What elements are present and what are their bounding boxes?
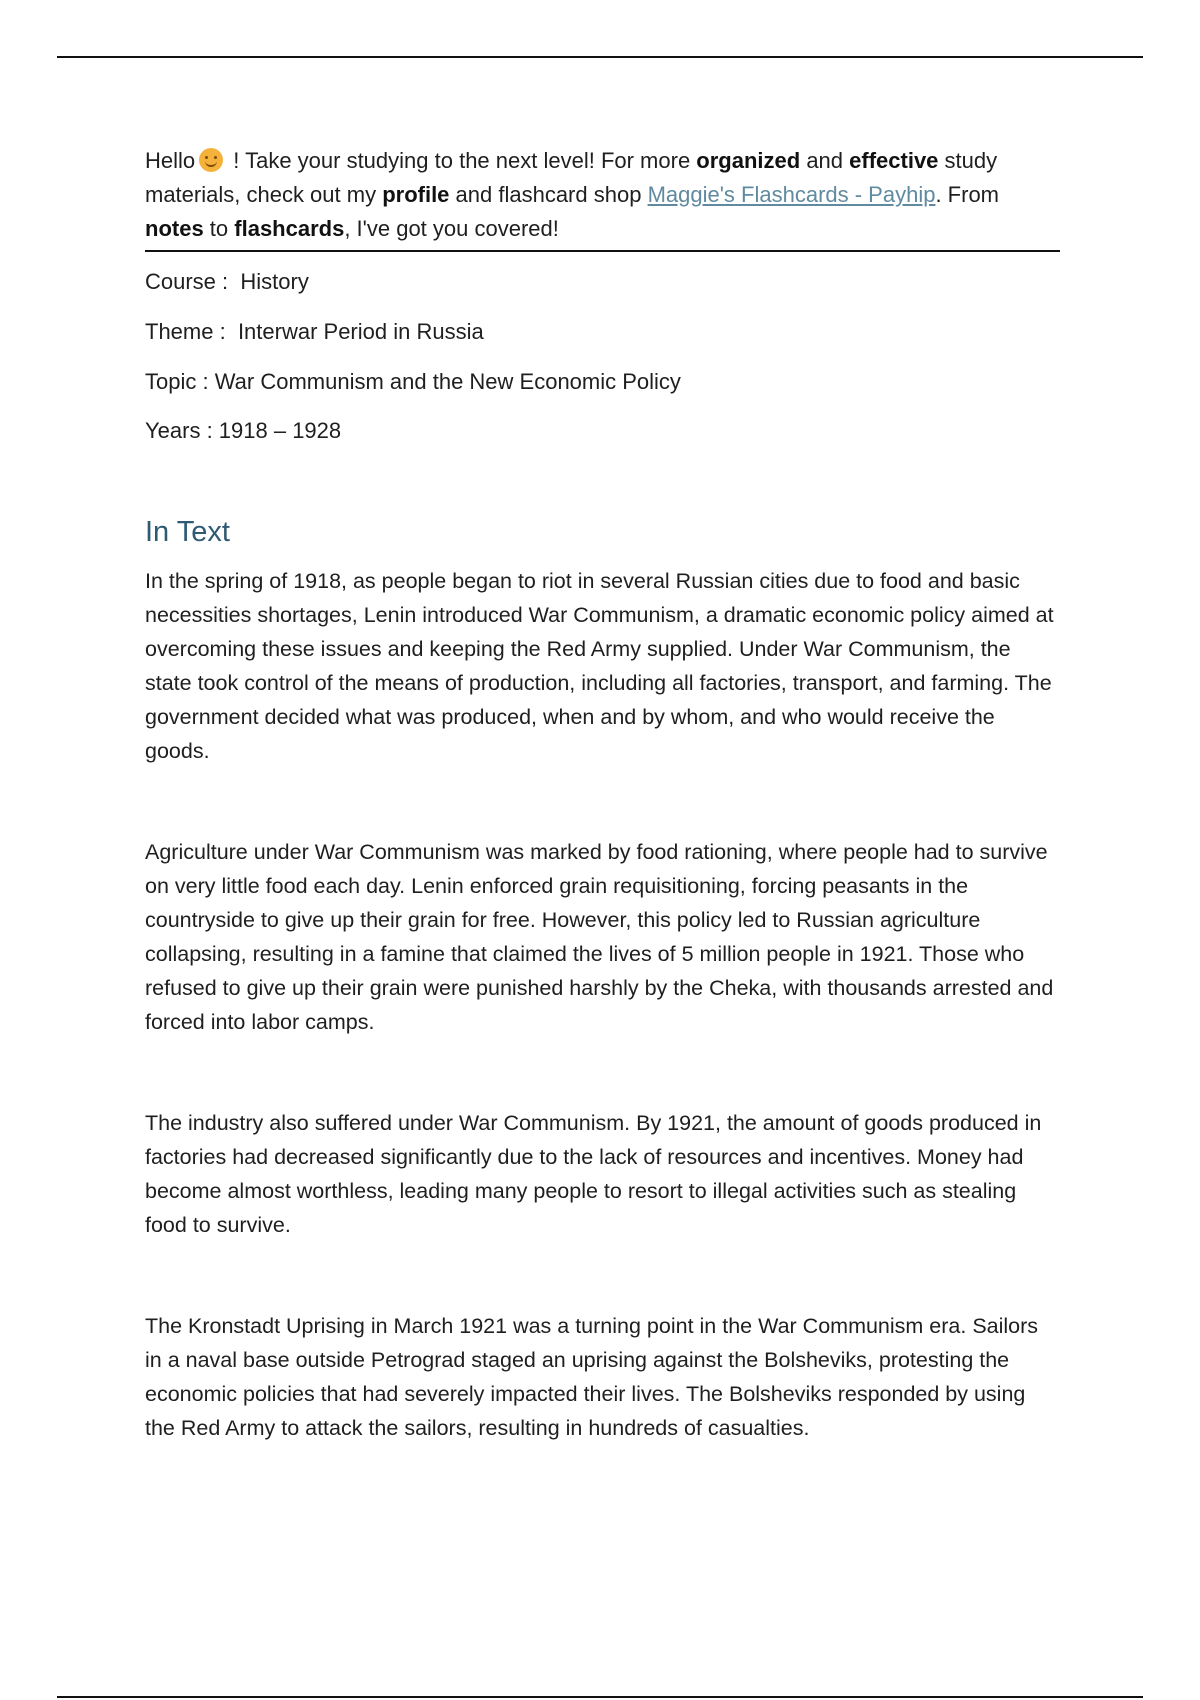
course-line xyxy=(145,267,1060,297)
course-value: History xyxy=(240,269,309,294)
intro-bold-profile: profile xyxy=(382,182,450,207)
document-body xyxy=(145,144,1060,1445)
topic-line xyxy=(145,367,1060,397)
intro-text: and flashcard shop xyxy=(449,182,648,207)
smiling-face-icon xyxy=(199,148,223,172)
topic-value: War Communism and the New Economic Policy xyxy=(214,369,681,394)
topic-label: Topic : xyxy=(145,369,215,394)
years-value: 1918 – 1928 xyxy=(218,418,342,443)
years-line xyxy=(145,416,1060,446)
body-paragraph: The Kronstadt Uprising in March 1921 was a turning point in the War Communism era. Sailors in a naval base outside Petrograd staged an uprising against the Bolsheviks, protesting the economic policies that had severely impacted their lives. The Bolsheviks responded by using the Red Army to attack the sailors, resulting in hundreds of casualties. xyxy=(145,1314,1039,1440)
intro-text: to xyxy=(203,216,235,241)
body-paragraph: Agriculture under War Communism was marked by food rationing, where people had to survive on very little food each day. Lenin enforced grain requisitioning, forcing peasants in the countryside to give up their grain for free. However, this policy led to Russian agriculture collapsing, resulting in a famine that claimed the lives of 5 million people in 1921. Those who refused to give up their grain were punished harshly by the Cheka, with thousands arrested and forced into labor camps. xyxy=(145,840,1054,1034)
body-paragraph: In the spring of 1918, as people began to riot in several Russian cities due to food and basic necessities shortages, Lenin introduced War Communism, a dramatic economic policy aimed at overcoming these issues and keeping the Red Army supplied. Under War Communism, the state took control of the means of production, including all factories, transport, and farming. The government decided what was produced, when and by whom, and who would receive the goods. xyxy=(145,569,1054,763)
top-rule xyxy=(57,56,1143,58)
intro-text: ! Take your studying to the next level! For more xyxy=(227,148,697,173)
intro-text: and xyxy=(800,148,850,173)
bottom-rule xyxy=(57,1696,1143,1698)
intro-text: . From xyxy=(935,182,1000,207)
body-paragraph: The industry also suffered under War Communism. By 1921, the amount of goods produced in factories had decreased significantly due to the lack of resources and incentives. Money had become almost worthless, leading many people to resort to illegal activities such as stealing food to survive. xyxy=(145,1111,1042,1237)
theme-value: Interwar Period in Russia xyxy=(237,319,484,344)
course-label: Course : xyxy=(145,269,235,294)
section-heading: In Text xyxy=(145,516,230,548)
intro-paragraph xyxy=(145,144,1060,252)
intro-bold-organized: organized xyxy=(696,148,801,173)
intro-greeting: Hello xyxy=(145,148,196,173)
intro-bold-effective: effective xyxy=(849,148,939,173)
payhip-shop-link[interactable]: Maggie's Flashcards - Payhip xyxy=(647,182,936,207)
intro-bold-flashcards: flashcards xyxy=(234,216,345,241)
theme-label: Theme : xyxy=(145,319,232,344)
intro-text: study materials, check out my xyxy=(145,148,998,207)
intro-bold-notes: notes xyxy=(145,216,204,241)
years-label: Years : xyxy=(145,418,219,443)
intro-text: , I've got you covered! xyxy=(344,216,559,241)
theme-line xyxy=(145,317,1060,347)
